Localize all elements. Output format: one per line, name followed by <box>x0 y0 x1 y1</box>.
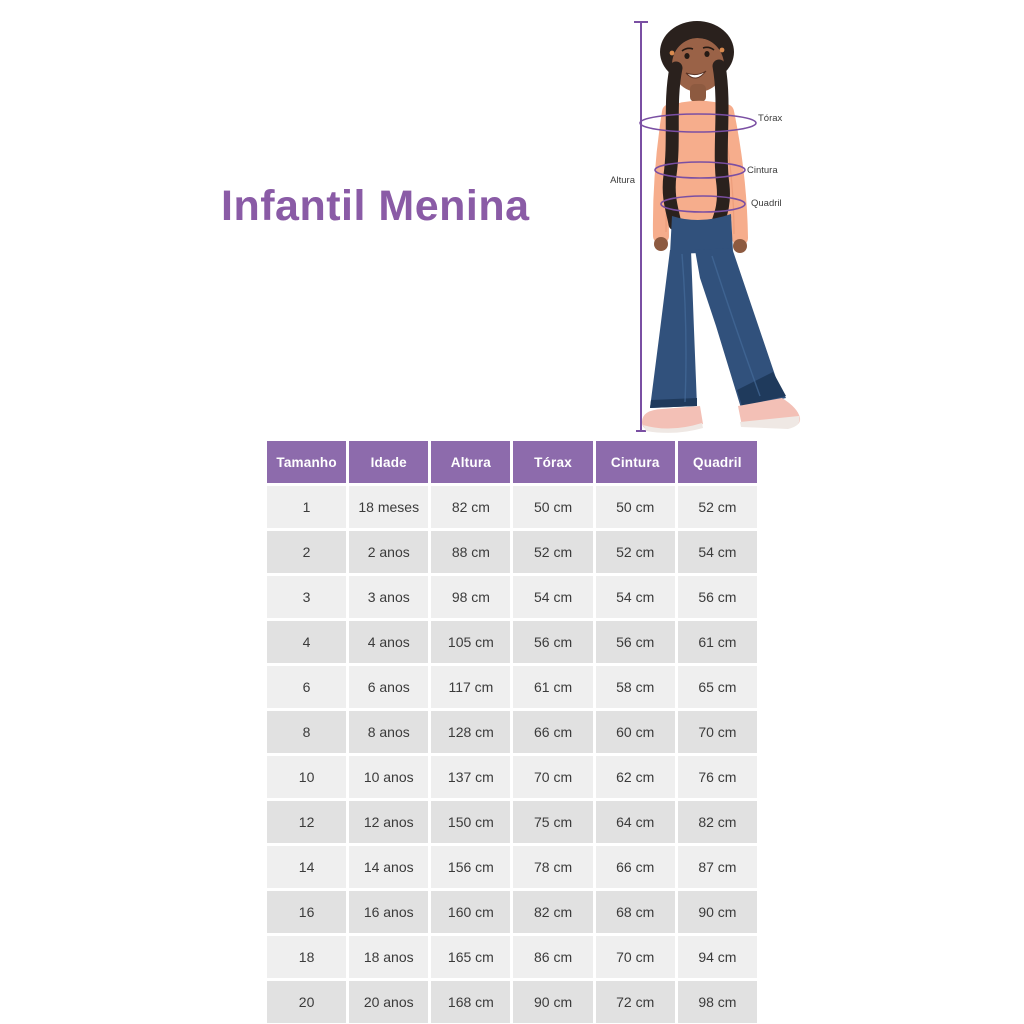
table-cell: 168 cm <box>431 981 510 1023</box>
table-cell: 105 cm <box>431 621 510 663</box>
table-row <box>267 621 757 663</box>
table-cell: 2 <box>267 531 346 573</box>
size-table <box>264 438 760 1024</box>
chest-label: Tórax <box>758 113 783 124</box>
table-cell: 6 <box>267 666 346 708</box>
size-table-body <box>267 486 757 1023</box>
table-cell: 98 cm <box>678 981 757 1023</box>
table-row <box>267 846 757 888</box>
table-row <box>267 936 757 978</box>
table-cell: 87 cm <box>678 846 757 888</box>
table-cell: 70 cm <box>596 936 675 978</box>
header-row <box>267 441 757 483</box>
table-row <box>267 486 757 528</box>
table-cell: 82 cm <box>431 486 510 528</box>
table-cell: 52 cm <box>678 486 757 528</box>
table-cell: 20 anos <box>349 981 428 1023</box>
table-cell: 56 cm <box>513 621 592 663</box>
table-row <box>267 801 757 843</box>
table-cell: 16 <box>267 891 346 933</box>
size-table-head <box>267 441 757 483</box>
table-cell: 3 anos <box>349 576 428 618</box>
table-cell: 150 cm <box>431 801 510 843</box>
table-cell: 52 cm <box>596 531 675 573</box>
girl-illustration <box>590 10 830 440</box>
column-header: Cintura <box>596 441 675 483</box>
table-cell: 94 cm <box>678 936 757 978</box>
table-cell: 18 meses <box>349 486 428 528</box>
table-cell: 56 cm <box>678 576 757 618</box>
table-cell: 160 cm <box>431 891 510 933</box>
table-cell: 72 cm <box>596 981 675 1023</box>
table-cell: 50 cm <box>596 486 675 528</box>
hip-label: Quadril <box>751 198 782 209</box>
table-cell: 54 cm <box>678 531 757 573</box>
waist-label: Cintura <box>747 165 778 176</box>
table-cell: 61 cm <box>678 621 757 663</box>
table-cell: 14 <box>267 846 346 888</box>
table-cell: 18 anos <box>349 936 428 978</box>
table-cell: 56 cm <box>596 621 675 663</box>
table-cell: 6 anos <box>349 666 428 708</box>
height-line <box>634 22 648 431</box>
table-cell: 75 cm <box>513 801 592 843</box>
table-cell: 128 cm <box>431 711 510 753</box>
table-cell: 60 cm <box>596 711 675 753</box>
girl-figure <box>642 21 800 433</box>
table-cell: 8 anos <box>349 711 428 753</box>
table-cell: 54 cm <box>513 576 592 618</box>
table-cell: 66 cm <box>596 846 675 888</box>
table-cell: 86 cm <box>513 936 592 978</box>
table-cell: 14 anos <box>349 846 428 888</box>
table-cell: 76 cm <box>678 756 757 798</box>
table-cell: 137 cm <box>431 756 510 798</box>
table-cell: 50 cm <box>513 486 592 528</box>
table-row <box>267 666 757 708</box>
table-row <box>267 531 757 573</box>
table-cell: 52 cm <box>513 531 592 573</box>
table-cell: 4 <box>267 621 346 663</box>
table-cell: 54 cm <box>596 576 675 618</box>
height-label: Altura <box>610 175 635 186</box>
table-cell: 12 anos <box>349 801 428 843</box>
table-row <box>267 891 757 933</box>
page-title: Infantil Menina <box>221 182 530 230</box>
table-cell: 66 cm <box>513 711 592 753</box>
table-cell: 90 cm <box>513 981 592 1023</box>
table-row <box>267 756 757 798</box>
table-cell: 12 <box>267 801 346 843</box>
column-header: Idade <box>349 441 428 483</box>
table-cell: 165 cm <box>431 936 510 978</box>
table-cell: 8 <box>267 711 346 753</box>
model-figure <box>590 10 830 440</box>
table-cell: 65 cm <box>678 666 757 708</box>
table-cell: 20 <box>267 981 346 1023</box>
table-cell: 90 cm <box>678 891 757 933</box>
table-cell: 1 <box>267 486 346 528</box>
column-header: Tórax <box>513 441 592 483</box>
table-row <box>267 711 757 753</box>
table-cell: 10 anos <box>349 756 428 798</box>
table-cell: 70 cm <box>513 756 592 798</box>
table-cell: 64 cm <box>596 801 675 843</box>
table-cell: 62 cm <box>596 756 675 798</box>
column-header: Quadril <box>678 441 757 483</box>
table-cell: 58 cm <box>596 666 675 708</box>
table-cell: 18 <box>267 936 346 978</box>
table-cell: 4 anos <box>349 621 428 663</box>
table-cell: 82 cm <box>678 801 757 843</box>
column-header: Tamanho <box>267 441 346 483</box>
table-cell: 98 cm <box>431 576 510 618</box>
table-cell: 61 cm <box>513 666 592 708</box>
table-row <box>267 576 757 618</box>
table-row <box>267 981 757 1023</box>
table-cell: 10 <box>267 756 346 798</box>
table-cell: 78 cm <box>513 846 592 888</box>
column-header: Altura <box>431 441 510 483</box>
table-cell: 70 cm <box>678 711 757 753</box>
table-cell: 2 anos <box>349 531 428 573</box>
table-cell: 117 cm <box>431 666 510 708</box>
table-cell: 68 cm <box>596 891 675 933</box>
table-cell: 88 cm <box>431 531 510 573</box>
table-cell: 3 <box>267 576 346 618</box>
table-cell: 156 cm <box>431 846 510 888</box>
table-cell: 82 cm <box>513 891 592 933</box>
table-cell: 16 anos <box>349 891 428 933</box>
